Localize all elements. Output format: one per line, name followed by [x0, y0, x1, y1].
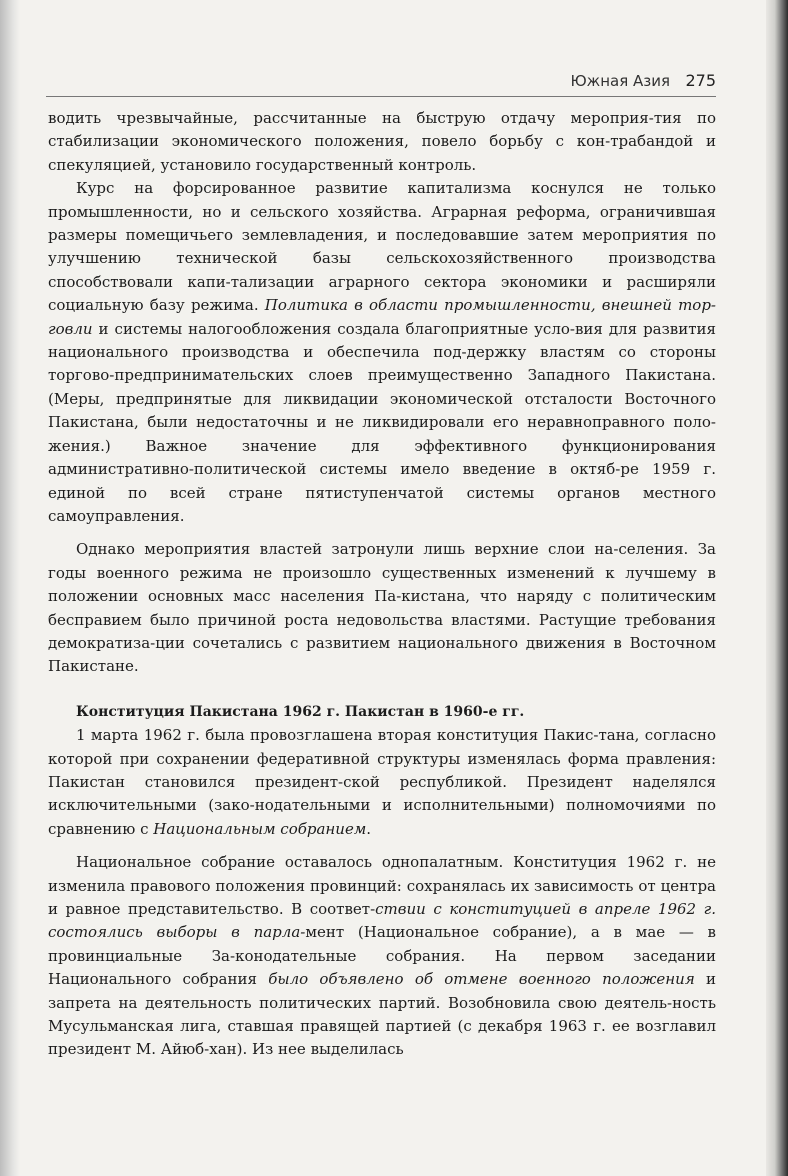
paragraph-gap	[48, 841, 716, 851]
paragraph-2	[48, 177, 716, 528]
page-body	[48, 107, 716, 1062]
paragraph-gap	[48, 528, 716, 538]
paragraph-1	[48, 107, 716, 177]
paragraph-4-text-c: .	[366, 819, 372, 838]
paragraph-3-text: Однако мероприятия властей затронули лишь верхние слои на-селения. За годы военного режима не произошло существенных изменений к лучшему в положении основных масс населения Па-кистана, что наряду с политическим бесправием было причиной роста недовольства властями. Растущие требования демократиза-ции сочетались с развитием национального движения в Восточном Пакистане.	[48, 540, 716, 676]
paragraph-2-italic: Политика в области промышленности, внешней тор-говли	[48, 296, 716, 338]
page-number: 275	[685, 71, 716, 90]
left-page-shadow	[0, 0, 20, 1176]
paragraph-2-text-c: и системы налогообложения создала благоприятные усло-вия для развития национального производства и обеспечила под-держку властям со стороны торгово-предпринимательских слоев преимущественно Западного Пакистана. (Меры, предпринятые для ликвидации экономической отсталости Восточного Пакистана, были недостаточны и не ликвидировали его неравноправного поло-жения.) Важное значение для эффективного функционирования административно-политической системы имело введение в октяб-ре 1959 г. единой по всей стране пятиступенчатой системы органов местного самоуправления.	[48, 319, 716, 525]
paragraph-1-text: водить чрезвычайные, рассчитанные на быструю отдачу мероприя-тия по стабилизации экономического положения, повело борьбу с кон-трабандой и спекуляцией, установило государственный контроль.	[48, 109, 716, 174]
paragraph-5-italic-2: было объявлено об отмене военного положения	[268, 970, 695, 989]
paragraph-5-text-e: и запрета на деятельность политических партий. Возобновила свою деятель-ность Мусульманская лига, ставшая правящей партией (с декабря 1963 г. ее возглавил президент М. Айюб-хан). Из нее выделилась	[48, 970, 716, 1059]
paragraph-4	[48, 724, 716, 841]
right-page-edge	[766, 0, 788, 1176]
paragraph-4-italic: Национальным собранием	[153, 819, 367, 838]
paragraph-5-italic-1: ствии с конституцией в апреле 1962 г. состоялись выборы в парла-	[48, 900, 716, 942]
paragraph-3	[48, 538, 716, 678]
section-heading: Конституция Пакистана 1962 г. Пакистан в 1960-е гг.	[76, 703, 525, 720]
paragraph-5	[48, 851, 716, 1062]
paragraph-5-text-c: мент (Национальное собрание), а в мае — в провинциальные За-конодательные собрания. На первом заседании Национального собрания	[48, 923, 716, 989]
running-title: Южная Азия	[570, 72, 670, 90]
page-header	[46, 72, 716, 97]
paragraph-5-text-a: Национальное собрание оставалось однопалатным. Конституция 1962 г. не изменила правового положения провинций: сохранялась их зависимость от центра и равное представительство. В соответ-	[48, 853, 716, 918]
paragraph-4-text-a: 1 марта 1962 г. была провозглашена вторая конституция Пакис-тана, согласно которой при сохранении федеративной структуры изменялась форма правления: Пакистан становился президент-ской республикой. Президент наделялся исключительными (зако-нодательными и исполнительными) полномочиями по сравнению с	[48, 726, 716, 838]
paragraph-2-text-a: Курс на форсированное развитие капитализма коснулся не только промышленности, но и сельского хозяйства. Аграрная реформа, ограничившая размеры помещичьего землевладения, и последовавшие затем мероприятия по улучшению технической базы сельскохозяйственного производства способствовали капи-тализации аграрного сектора экономики и расширяли социальную базу режима.	[48, 179, 716, 315]
